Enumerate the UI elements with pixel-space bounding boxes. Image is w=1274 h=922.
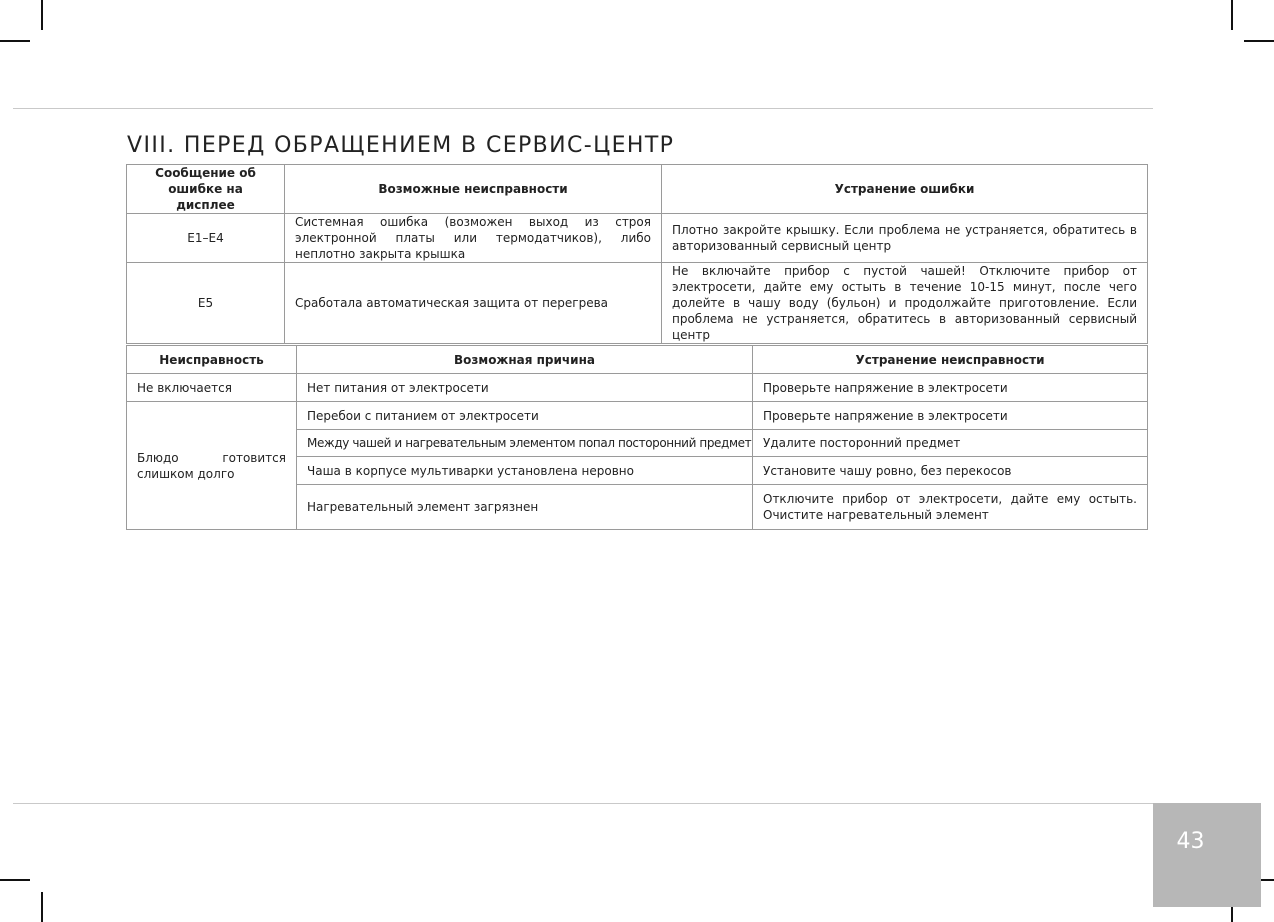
crop-mark bbox=[1231, 0, 1233, 30]
error-fix: Плотно закройте крышку. Если проблема не устраняется, обратитесь в авторизованный сервисный центр bbox=[662, 214, 1148, 263]
fault-cause: Перебои с питанием от электросети bbox=[297, 402, 753, 430]
error-fix: Не включайте прибор с пустой чашей! Отключите прибор от электросети, дайте ему остыть в течение 10-15 минут, после чего долейте в чашу воду (бульон) и продолжайте приготовление. Если проблема не устраняется, обратитесь в авторизованный сервисный центр bbox=[662, 263, 1148, 344]
page-title: VIII. ПЕРЕД ОБРАЩЕНИЕМ В СЕРВИС-ЦЕНТР bbox=[127, 133, 675, 158]
error-code: E5 bbox=[127, 263, 285, 344]
table-row bbox=[127, 214, 1148, 263]
fault-fix: Отключите прибор от электросети, дайте ему остыть. Очистите нагревательный элемент bbox=[753, 485, 1148, 530]
fault-cause: Между чашей и нагревательным элементом попал посторонний предмет bbox=[297, 430, 753, 457]
table-header-row bbox=[127, 165, 1148, 214]
crop-mark bbox=[1244, 40, 1274, 42]
table-row bbox=[127, 402, 1148, 430]
error-cause: Сработала автоматическая защита от перегрева bbox=[285, 263, 662, 344]
error-codes-table bbox=[126, 164, 1148, 344]
column-header: Неисправность bbox=[127, 346, 297, 374]
footer-rule bbox=[13, 803, 1153, 804]
page-number: 43 bbox=[1176, 829, 1205, 854]
fault-name: Блюдо готовится слишком долго bbox=[127, 402, 297, 530]
column-header: Возможная причина bbox=[297, 346, 753, 374]
crop-mark bbox=[0, 40, 30, 42]
fault-fix: Проверьте напряжение в электросети bbox=[753, 402, 1148, 430]
fault-fix: Проверьте напряжение в электросети bbox=[753, 374, 1148, 402]
fault-cause: Чаша в корпусе мультиварки установлена неровно bbox=[297, 457, 753, 485]
error-code: E1–E4 bbox=[127, 214, 285, 263]
crop-mark bbox=[41, 0, 43, 30]
column-header: Устранение ошибки bbox=[662, 165, 1148, 214]
crop-mark bbox=[0, 879, 30, 881]
column-header: Устранение неисправности bbox=[753, 346, 1148, 374]
error-cause: Системная ошибка (возможен выход из строя электронной платы или термодатчиков), либо неплотно закрыта крышка bbox=[285, 214, 662, 263]
page-number-box bbox=[1153, 803, 1261, 907]
fault-name: Не включается bbox=[127, 374, 297, 402]
fault-cause: Нет питания от электросети bbox=[297, 374, 753, 402]
faults-table bbox=[126, 345, 1148, 530]
header-rule bbox=[13, 108, 1153, 109]
table-header-row bbox=[127, 346, 1148, 374]
column-header: Сообщение об ошибке на дисплее bbox=[127, 165, 285, 214]
fault-fix: Установите чашу ровно, без перекосов bbox=[753, 457, 1148, 485]
table-row bbox=[127, 263, 1148, 344]
table-row bbox=[127, 374, 1148, 402]
column-header: Возможные неисправности bbox=[285, 165, 662, 214]
crop-mark bbox=[41, 892, 43, 922]
fault-fix: Удалите посторонний предмет bbox=[753, 430, 1148, 457]
fault-cause: Нагревательный элемент загрязнен bbox=[297, 485, 753, 530]
